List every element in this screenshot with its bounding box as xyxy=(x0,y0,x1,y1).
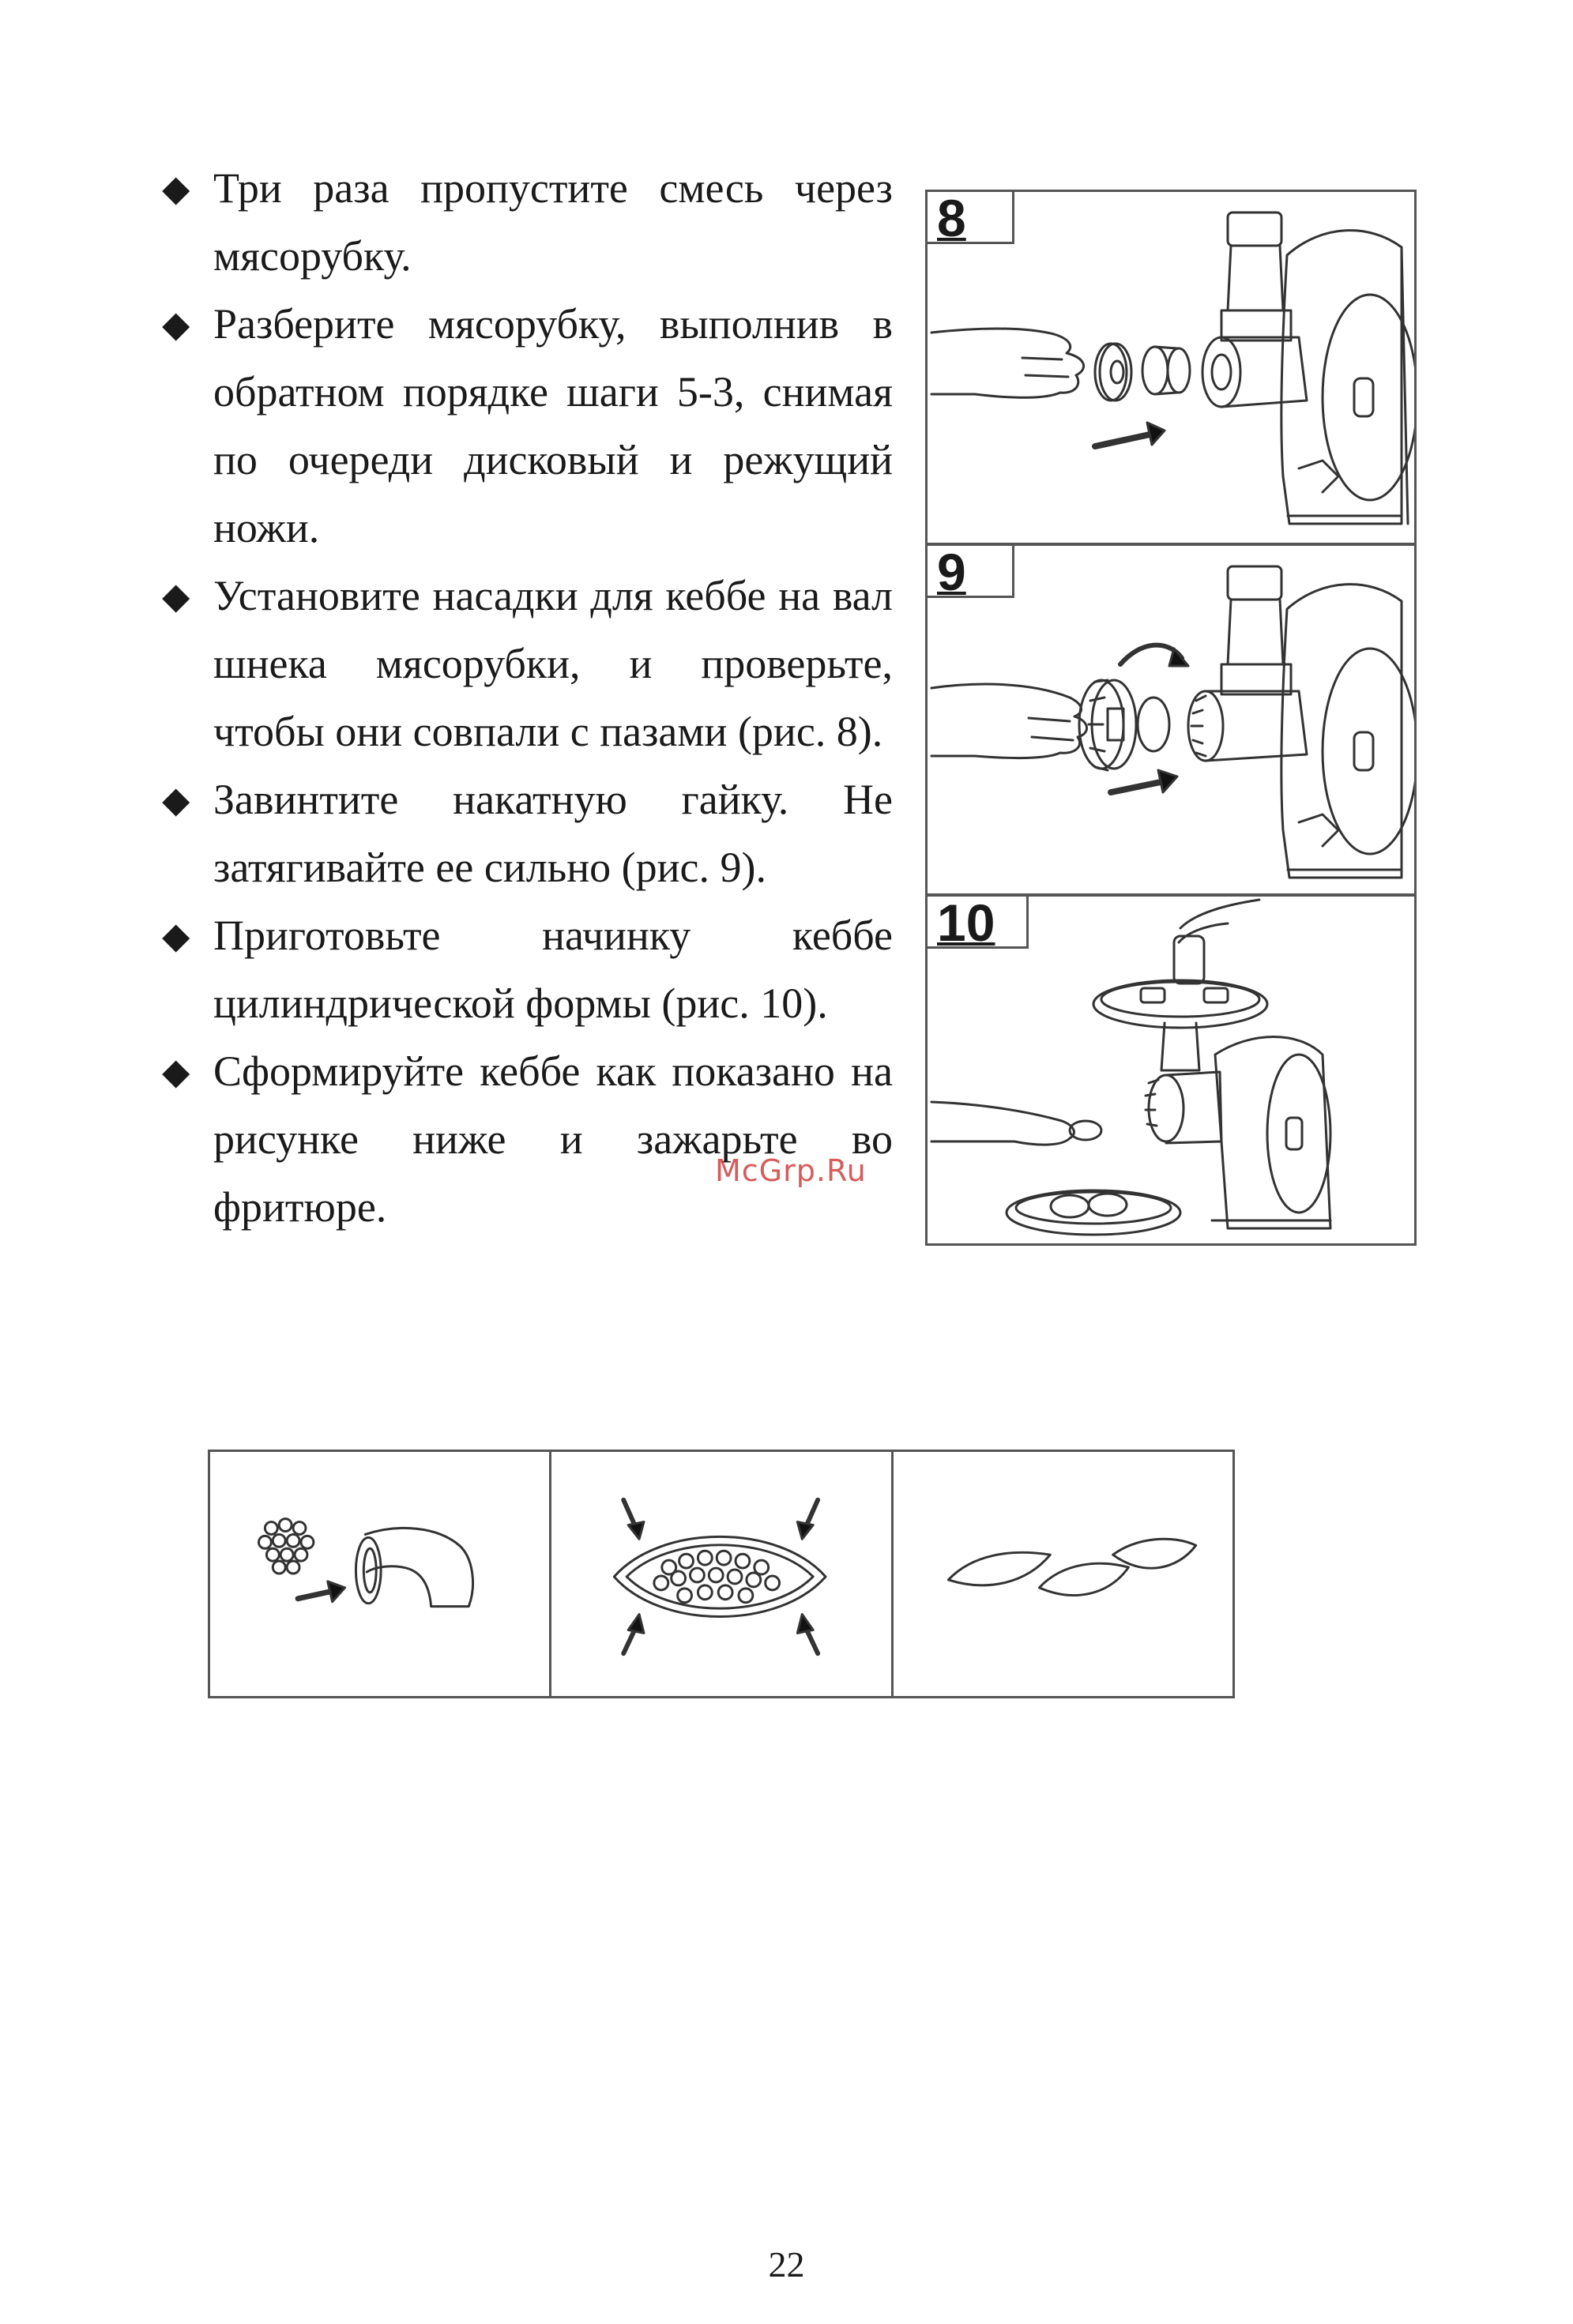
instruction-step-3 xyxy=(162,562,893,765)
kebbe-step-fill-illustration xyxy=(210,1452,551,1696)
seal-kebbe-illustration xyxy=(551,1452,890,1696)
meat-grinder-nut-screw-illustration xyxy=(928,546,1414,893)
figure-number: 9 xyxy=(928,546,1014,598)
diamond-bullet-icon: ◆ xyxy=(162,303,190,345)
instruction-step-4 xyxy=(162,765,893,901)
instruction-text: Сформируйте кеббе как показано на рисунке ниже и зажарьте во фритюре. xyxy=(213,1047,893,1231)
instruction-step-1 xyxy=(162,154,893,290)
figure-9-panel xyxy=(925,543,1417,896)
instruction-text: Установите насадки для кеббе на вал шнека мясорубки, и проверьте, чтобы они совпали с пазами (рис. 8). xyxy=(213,572,893,755)
page-number: 22 xyxy=(768,2244,805,2285)
figure-8-panel xyxy=(925,190,1417,545)
instruction-text: Завинтите накатную гайку. Не затягивайте ее сильно (рис. 9). xyxy=(213,776,893,891)
instruction-list xyxy=(162,154,893,1241)
diamond-bullet-icon: ◆ xyxy=(162,1050,190,1092)
watermark-text: McGrp.Ru xyxy=(715,1153,867,1188)
figure-10-panel xyxy=(925,894,1417,1246)
meat-grinder-kebbe-filling-illustration xyxy=(928,897,1414,1243)
meat-grinder-kebbe-attach-illustration xyxy=(928,192,1414,543)
instruction-step-5 xyxy=(162,901,893,1037)
instruction-step-2 xyxy=(162,290,893,562)
filling-balls-icon xyxy=(654,1551,780,1602)
instruction-step-6 xyxy=(162,1037,893,1241)
diamond-bullet-icon: ◆ xyxy=(162,778,190,821)
diamond-bullet-icon: ◆ xyxy=(162,167,190,209)
filling-into-shell-illustration xyxy=(210,1452,549,1696)
instruction-text: Разберите мясорубку, выполнив в обратном порядке шаги 5-3, снимая по очереди дисковый и режущий ножи. xyxy=(213,300,893,551)
instruction-text: Приготовьте начинку кеббе цилиндрической формы (рис. 10). xyxy=(213,912,893,1027)
instruction-text: Три раза пропустите смесь через мясорубку. xyxy=(213,164,893,280)
kebbe-forming-strip xyxy=(208,1450,1235,1698)
diamond-bullet-icon: ◆ xyxy=(162,914,190,957)
figure-number: 10 xyxy=(928,897,1029,949)
kebbe-step-seal-illustration xyxy=(551,1452,893,1696)
diamond-bullet-icon: ◆ xyxy=(162,574,190,617)
kebbe-step-finished-illustration xyxy=(894,1452,1232,1696)
finished-kebbe-illustration xyxy=(894,1452,1232,1696)
figure-number: 8 xyxy=(928,192,1014,244)
filling-balls-icon xyxy=(258,1519,313,1574)
